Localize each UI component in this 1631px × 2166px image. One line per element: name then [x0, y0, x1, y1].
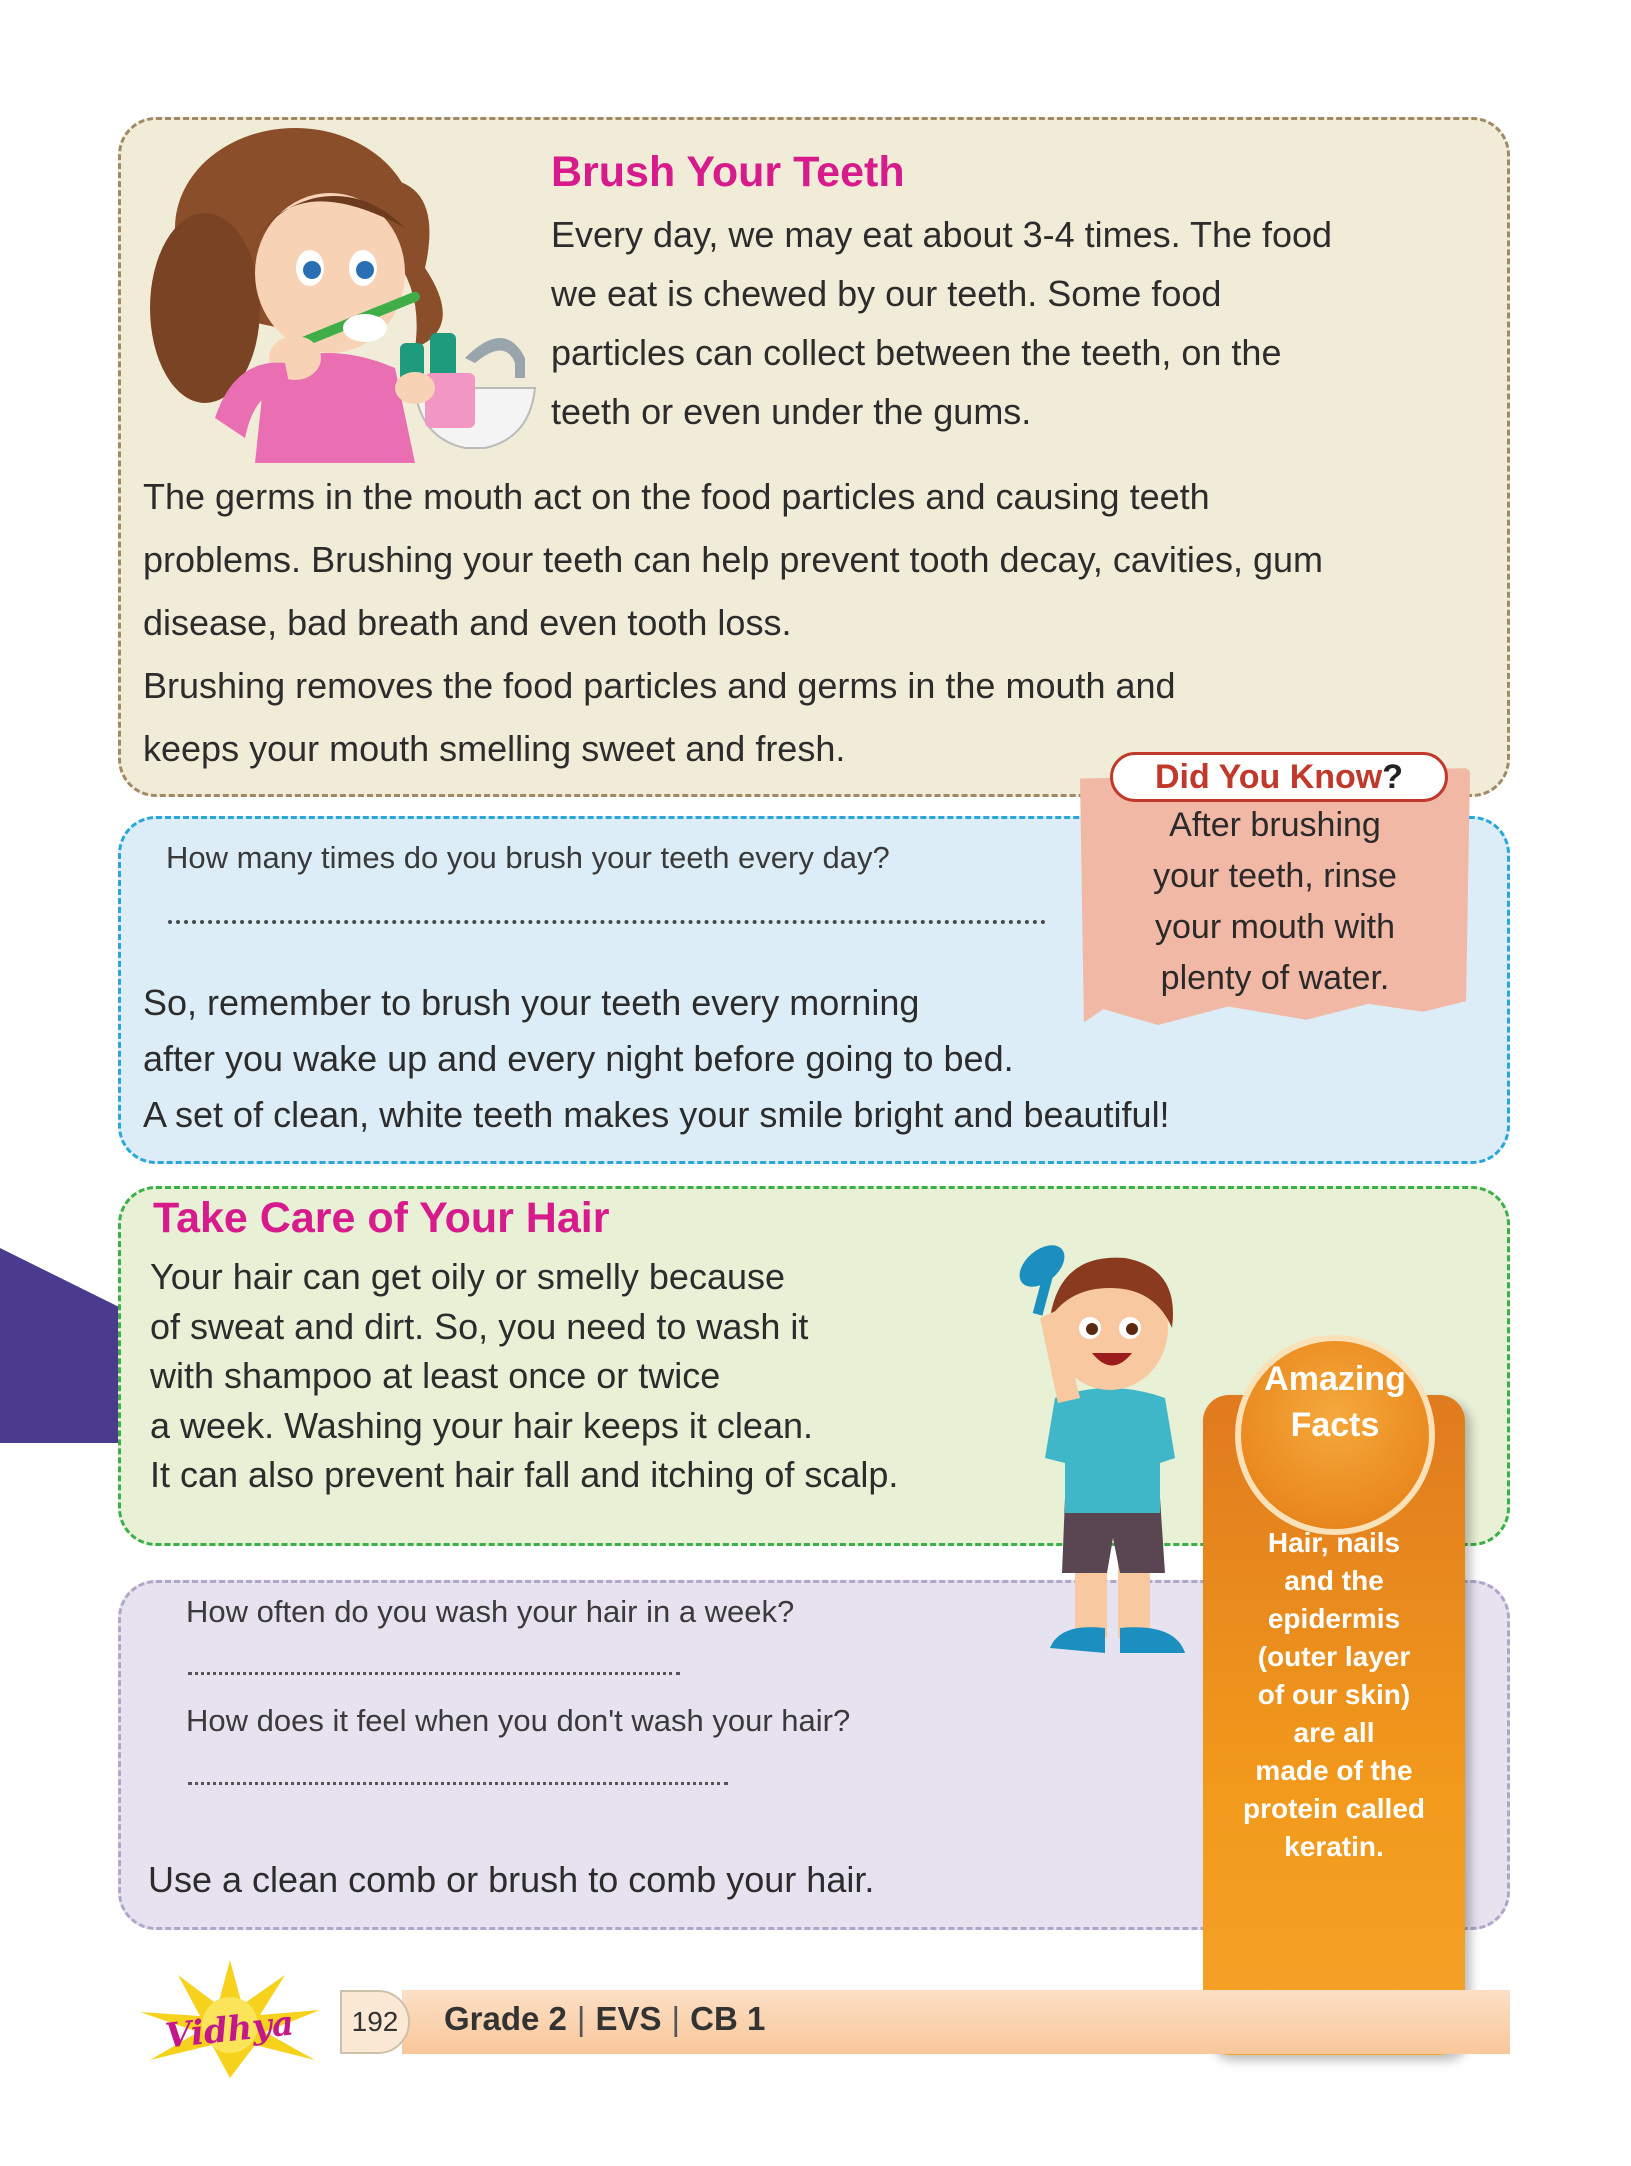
text-line: your mouth with [1155, 908, 1395, 946]
text-line: A set of clean, white teeth makes your smile bright and beautiful! [143, 1094, 1170, 1135]
text-line: with shampoo at least once or twice [150, 1355, 721, 1396]
text-line: we eat is chewed by our teeth. Some food [551, 273, 1222, 314]
grade-label: Grade 2 [444, 2000, 567, 2037]
did-you-know-title: Did You Know [1154, 758, 1383, 796]
text-line: after you wake up and every night before going to bed. [143, 1038, 1014, 1079]
text-line: your teeth, rinse [1153, 857, 1397, 895]
text-line: keratin. [1284, 1831, 1384, 1862]
text-line: of our skin) [1257, 1679, 1411, 1710]
amazing-facts-title [1240, 1356, 1430, 1448]
text-line: disease, bad breath and even tooth loss. [143, 602, 792, 643]
book-label: CB 1 [690, 2000, 766, 2037]
vidhya-logo-text: Vidhya [163, 2003, 296, 2057]
did-you-know-text [1095, 800, 1455, 1004]
title-line: Amazing [1264, 1360, 1406, 1398]
footer-label [444, 2000, 765, 2038]
text-line: of sweat and dirt. So, you need to wash it [150, 1305, 809, 1347]
text-line: keeps your mouth smelling sweet and fresh. [143, 728, 846, 769]
text-line: teeth or even under the gums. [551, 391, 1032, 432]
page-number: 192 [340, 1990, 410, 2054]
text-line: problems. Brushing your teeth can help prevent tooth decay, cavities, gum [143, 539, 1323, 580]
answer-line[interactable] [168, 920, 1046, 924]
question-mark-icon: ? [1382, 758, 1404, 796]
text-line: made of the [1255, 1755, 1413, 1786]
text-line: plenty of water. [1160, 959, 1390, 997]
text-line: protein called [1242, 1793, 1426, 1824]
answer-line[interactable] [188, 1672, 680, 1675]
text-line: The germs in the mouth act on the food particles and causing teeth [143, 476, 1210, 517]
teeth-paragraph [143, 465, 1503, 780]
title-line: Facts [1290, 1406, 1380, 1444]
answer-line[interactable] [188, 1782, 728, 1785]
side-tab-decoration [0, 1248, 118, 1443]
teeth-question: How many times do you brush your teeth every day? [166, 840, 890, 875]
text-line: are all [1293, 1717, 1375, 1748]
hair-care-text [150, 1252, 1050, 1500]
boy-combing-illustration [980, 1228, 1220, 1678]
text-line: Your hair can get oily or smelly because [150, 1256, 786, 1297]
hair-closing-text: Use a clean comb or brush to comb your hair. [148, 1859, 875, 1900]
brush-teeth-heading: Brush Your Teeth [551, 148, 905, 196]
text-line: a week. Washing your hair keeps it clean. [150, 1404, 813, 1446]
text-line: particles can collect between the teeth, on the [551, 332, 1282, 373]
footer-separator: | [576, 2000, 586, 2037]
text-line: Brushing removes the food particles and germs in the mouth and [143, 665, 1176, 706]
hair-question-1: How often do you wash your hair in a week? [186, 1594, 795, 1629]
subject-label: EVS [595, 2000, 662, 2037]
hair-question-2: How does it feel when you don't wash your hair? [186, 1703, 851, 1738]
text-line: So, remember to brush your teeth every morning [143, 982, 920, 1023]
text-line: Every day, we may eat about 3-4 times. The food [551, 214, 1333, 255]
text-line: After brushing [1169, 806, 1381, 844]
teeth-intro-text [551, 205, 1491, 441]
text-line: (outer layer [1257, 1641, 1411, 1672]
text-line: It can also prevent hair fall and itching of scalp. [150, 1454, 899, 1495]
footer-separator: | [671, 2000, 681, 2037]
hair-care-heading: Take Care of Your Hair [153, 1194, 610, 1242]
amazing-facts-text [1210, 1524, 1458, 1866]
text-line: and the [1284, 1565, 1384, 1596]
girl-brushing-illustration [125, 118, 555, 463]
did-you-know-label [1110, 752, 1448, 802]
text-line: Hair, nails [1267, 1527, 1401, 1558]
text-line: epidermis [1267, 1603, 1401, 1634]
